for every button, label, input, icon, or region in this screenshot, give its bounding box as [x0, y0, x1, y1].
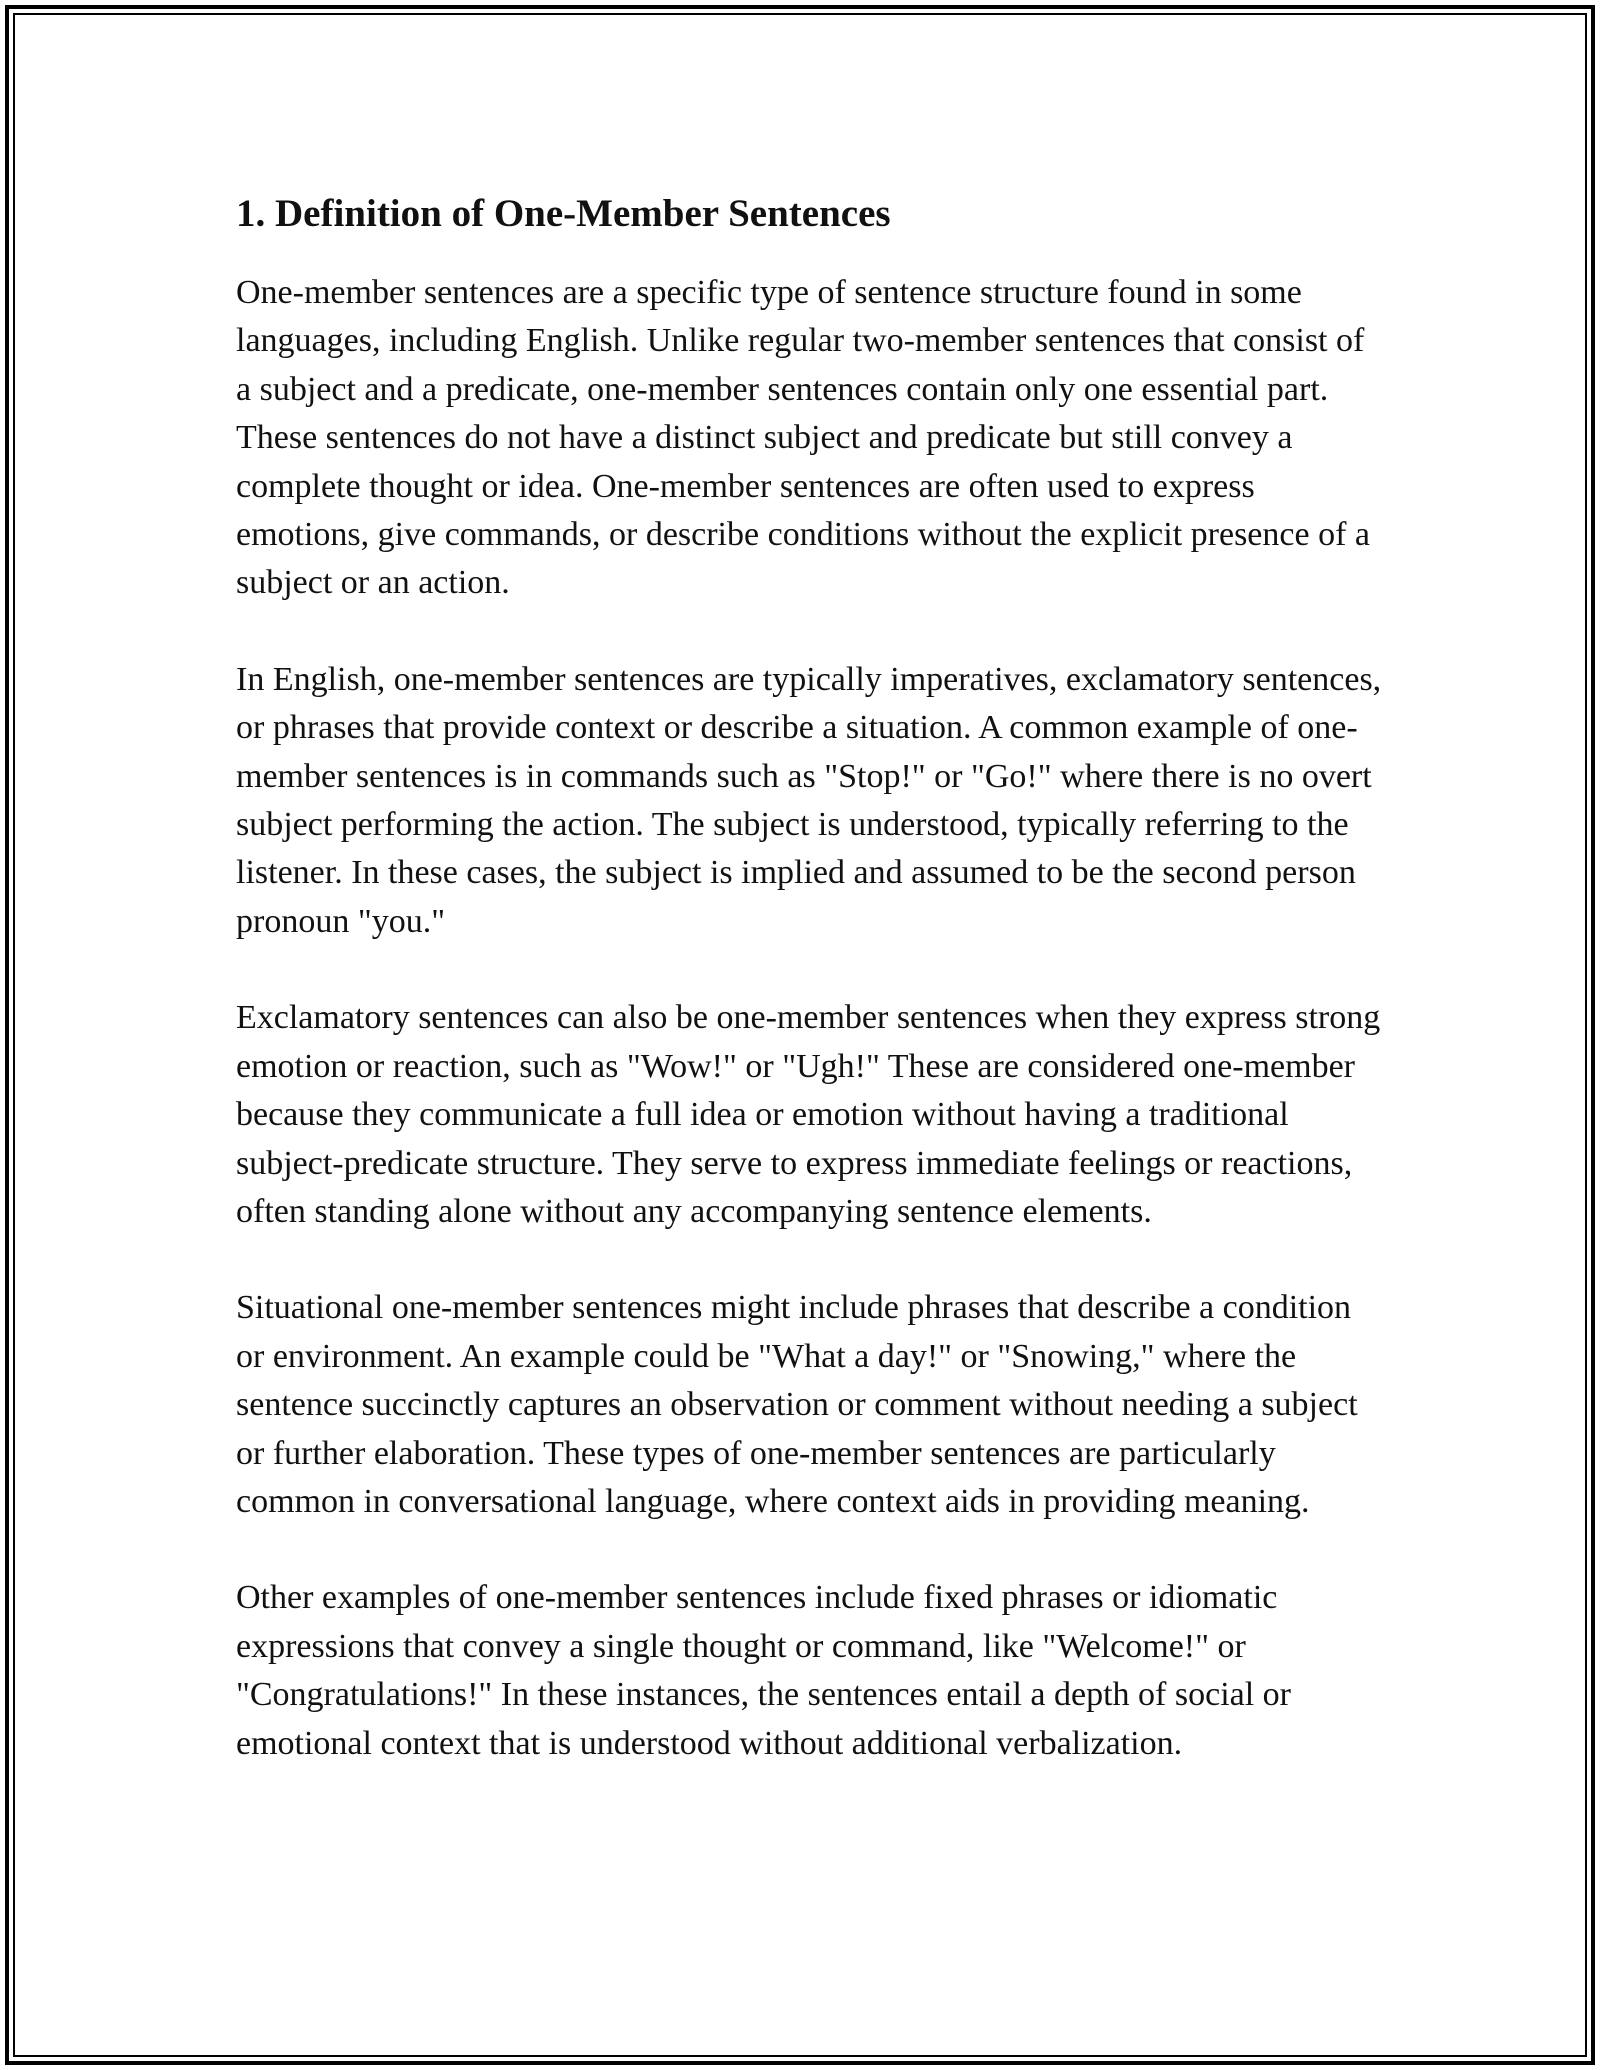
- section-heading: 1. Definition of One-Member Sentences: [236, 192, 891, 235]
- paragraph-exclamatory: Exclamatory sentences can also be one-member sentences when they express strong emotion or reaction, such as "Wow!" or "Ugh!" These are considered one-member because they communicate a full idea or emotion without having a traditional subject-predicate structure. They serve to express immediate feelings or reactions, often standing alone without any accompanying sentence elements.: [236, 999, 1381, 1230]
- paragraph-other-examples: Other examples of one-member sentences include fixed phrases or idiomatic expressions that convey a single thought or command, like "Welcome!" or "Congratulations!" In these instances, the sentences entail a depth of social or emotional context that is understood without additional verbalization.: [236, 1579, 1291, 1762]
- paragraph-imperatives: In English, one-member sentences are typically imperatives, exclamatory sentences, or phrases that provide context or describe a situation. A common example of one-member sentences is in commands such as "Stop!" or "Go!" where there is no overt subject performing the action. The subject is understood, typically referring to the listener. In these cases, the subject is implied and assumed to be the second person pronoun "you.": [236, 660, 1382, 940]
- paragraph-definition: One-member sentences are a specific type of sentence structure found in some languages, including English. Unlike regular two-member sentences that consist of a subject and a predicate, one-member sentences contain only one essential part. These sentences do not have a distinct subject and predicate but still convey a complete thought or idea. One-member sentences are often used to express emotions, give commands, or describe conditions without the explicit presence of a subject or an action.: [236, 274, 1370, 602]
- paragraph-situational: Situational one-member sentences might include phrases that describe a condition or environment. An example could be "What a day!" or "Snowing," where the sentence succinctly captures an observation or comment without needing a subject or further elaboration. These types of one-member sentences are particularly common in conversational language, where context aids in providing meaning.: [236, 1289, 1358, 1520]
- page-content: [236, 188, 1386, 1816]
